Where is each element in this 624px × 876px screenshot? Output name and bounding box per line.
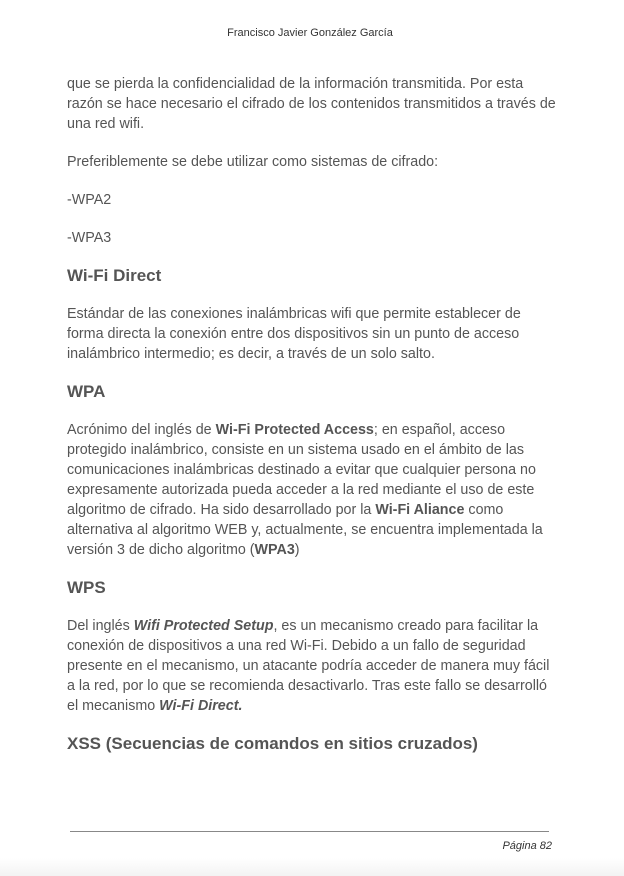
wpa3-term: WPA3 [254,542,295,558]
page-shadow [0,858,624,876]
wps-paragraph [67,616,557,716]
page-body [67,74,557,772]
wifi-alliance-term: Wi-Fi Aliance [375,502,465,518]
wps-term-full: Wifi Protected Setup [133,618,274,634]
wpa-text-1: Acrónimo del inglés de [67,422,216,438]
wpa-text-4: ) [294,542,300,558]
heading-wps: WPS [67,578,106,597]
footer-divider [70,831,549,832]
wpa-text-2: ; en español, acceso protegido inalámbrico, consiste en un sistema usado en el ámbito de las comunicaciones inalámbricas destinado a evitar que cualquier persona no expresamente autorizada pueda acceder a la red mediante el uso de este algoritmo de cifrado. Ha sido desarrollado por la [67,422,536,518]
cipher-intro-paragraph: Preferiblemente se debe utilizar como sistemas de cifrado: [67,154,439,170]
wifi-direct-term: Wi-Fi Direct. [159,698,243,714]
wpa-term-full: Wi-Fi Protected Access [215,422,374,438]
running-header-author: Francisco Javier González García [227,27,393,39]
intro-paragraph: que se pierda la confidencialidad de la información transmitida. Por esta razón se hace necesario el cifrado de los contenidos transmitidos a través de una red wifi. [67,76,556,132]
wifi-direct-paragraph: Estándar de las conexiones inalámbricas wifi que permite establecer de forma directa la conexión entre dos dispositivos sin un punto de acceso inalámbrico intermedio; es decir, a través de un solo salto. [67,306,521,362]
list-item-wpa3: -WPA3 [67,230,112,246]
list-item-wpa2: -WPA2 [67,192,112,208]
wpa-paragraph [67,420,557,560]
wpa-text-3: como alternativa al algoritmo WEB y, actualmente, se encuentra implementada la versión 3 de dicho algoritmo ( [67,502,543,558]
page-number: Página 82 [502,840,552,852]
heading-wpa: WPA [67,382,106,401]
wps-text-1: Del inglés [67,618,134,634]
heading-wifi-direct: Wi-Fi Direct [67,266,162,285]
heading-xss: XSS (Secuencias de comandos en sitios cruzados) [67,734,478,753]
wps-text-2: , es un mecanismo creado para facilitar la conexión de dispositivos a una red Wi-Fi. Debido a un fallo de seguridad presente en el mecanismo, un atacante podría acceder de manera muy fácil a la red, por lo que se recomienda desactivarlo. Tras este fallo se desarrolló el mecanismo [67,618,550,714]
